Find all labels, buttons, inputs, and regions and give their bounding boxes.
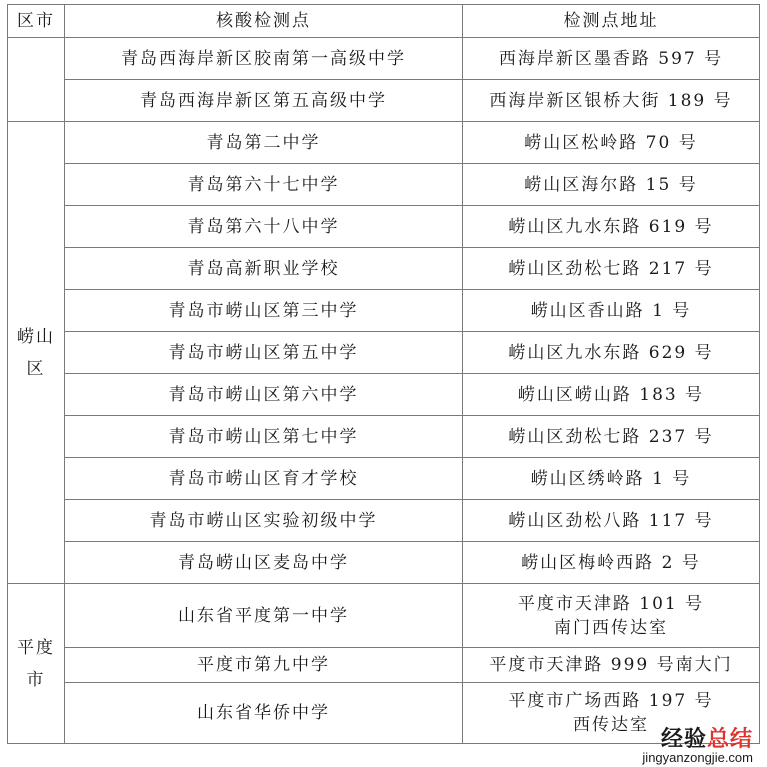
- table-row: [8, 683, 760, 744]
- district-cell: 崂山区: [8, 122, 65, 584]
- address-cell: 崂山区香山路 1 号: [463, 290, 760, 332]
- table-row: [8, 80, 760, 122]
- site-cell: 青岛市崂山区第六中学: [65, 374, 463, 416]
- table-row: [8, 206, 760, 248]
- table-row: [8, 542, 760, 584]
- site-cell: 青岛市崂山区第三中学: [65, 290, 463, 332]
- address-cell: 崂山区劲松七路 237 号: [463, 416, 760, 458]
- table-header-row: [8, 5, 760, 38]
- district-cell: [8, 38, 65, 122]
- site-cell: 青岛高新职业学校: [65, 248, 463, 290]
- address-cell: 崂山区海尔路 15 号: [463, 164, 760, 206]
- address-cell: 西海岸新区墨香路 597 号: [463, 38, 760, 80]
- site-cell: 青岛崂山区麦岛中学: [65, 542, 463, 584]
- address-cell: 崂山区梅岭西路 2 号: [463, 542, 760, 584]
- site-cell: 青岛市崂山区实验初级中学: [65, 500, 463, 542]
- table-row: [8, 584, 760, 648]
- address-cell: [463, 584, 760, 648]
- table-row: [8, 248, 760, 290]
- header-site: 核酸检测点: [65, 5, 463, 38]
- table-row: [8, 648, 760, 683]
- address-cell: 崂山区劲松八路 117 号: [463, 500, 760, 542]
- site-cell: 青岛第六十八中学: [65, 206, 463, 248]
- watermark-brand-part2: 总结: [706, 726, 753, 751]
- address-cell: 崂山区松岭路 70 号: [463, 122, 760, 164]
- watermark-site: jingyanzongjie.com: [642, 750, 753, 765]
- site-cell: 青岛市崂山区第七中学: [65, 416, 463, 458]
- table-row: [8, 416, 760, 458]
- test-site-table: [7, 4, 760, 744]
- site-cell: 青岛第六十七中学: [65, 164, 463, 206]
- table-row: [8, 500, 760, 542]
- address-cell: 崂山区劲松七路 217 号: [463, 248, 760, 290]
- address-cell: 崂山区九水东路 619 号: [463, 206, 760, 248]
- address-line: 平度市天津路 101 号: [517, 593, 705, 614]
- site-cell: 青岛市崂山区第五中学: [65, 332, 463, 374]
- header-district: 区市: [8, 5, 65, 38]
- address-cell: 西海岸新区银桥大街 189 号: [463, 80, 760, 122]
- address-cell: 崂山区崂山路 183 号: [463, 374, 760, 416]
- site-cell: 青岛西海岸新区第五高级中学: [65, 80, 463, 122]
- address-cell: [463, 683, 760, 744]
- watermark-brand-part1: 经验: [660, 726, 707, 751]
- table-row: [8, 374, 760, 416]
- address-cell: 崂山区绣岭路 1 号: [463, 458, 760, 500]
- table-row: [8, 458, 760, 500]
- address-cell: 平度市天津路 999 号南大门: [463, 648, 760, 683]
- site-cell: 青岛第二中学: [65, 122, 463, 164]
- address-cell: 崂山区九水东路 629 号: [463, 332, 760, 374]
- site-cell: 山东省平度第一中学: [65, 584, 463, 648]
- table-row: [8, 122, 760, 164]
- table-row: [8, 290, 760, 332]
- site-cell: 青岛市崂山区育才学校: [65, 458, 463, 500]
- address-line: 平度市广场西路 197 号: [508, 691, 714, 711]
- header-address: 检测点地址: [463, 5, 760, 38]
- table-row: [8, 38, 760, 80]
- district-cell: 平度市: [8, 584, 65, 744]
- table-row: [8, 164, 760, 206]
- site-cell: 平度市第九中学: [65, 648, 463, 683]
- table-row: [8, 332, 760, 374]
- site-cell: 山东省华侨中学: [65, 683, 463, 744]
- address-line: 西传达室: [573, 715, 649, 735]
- address-line: 南门西传达室: [554, 617, 668, 638]
- site-cell: 青岛西海岸新区胶南第一高级中学: [65, 38, 463, 80]
